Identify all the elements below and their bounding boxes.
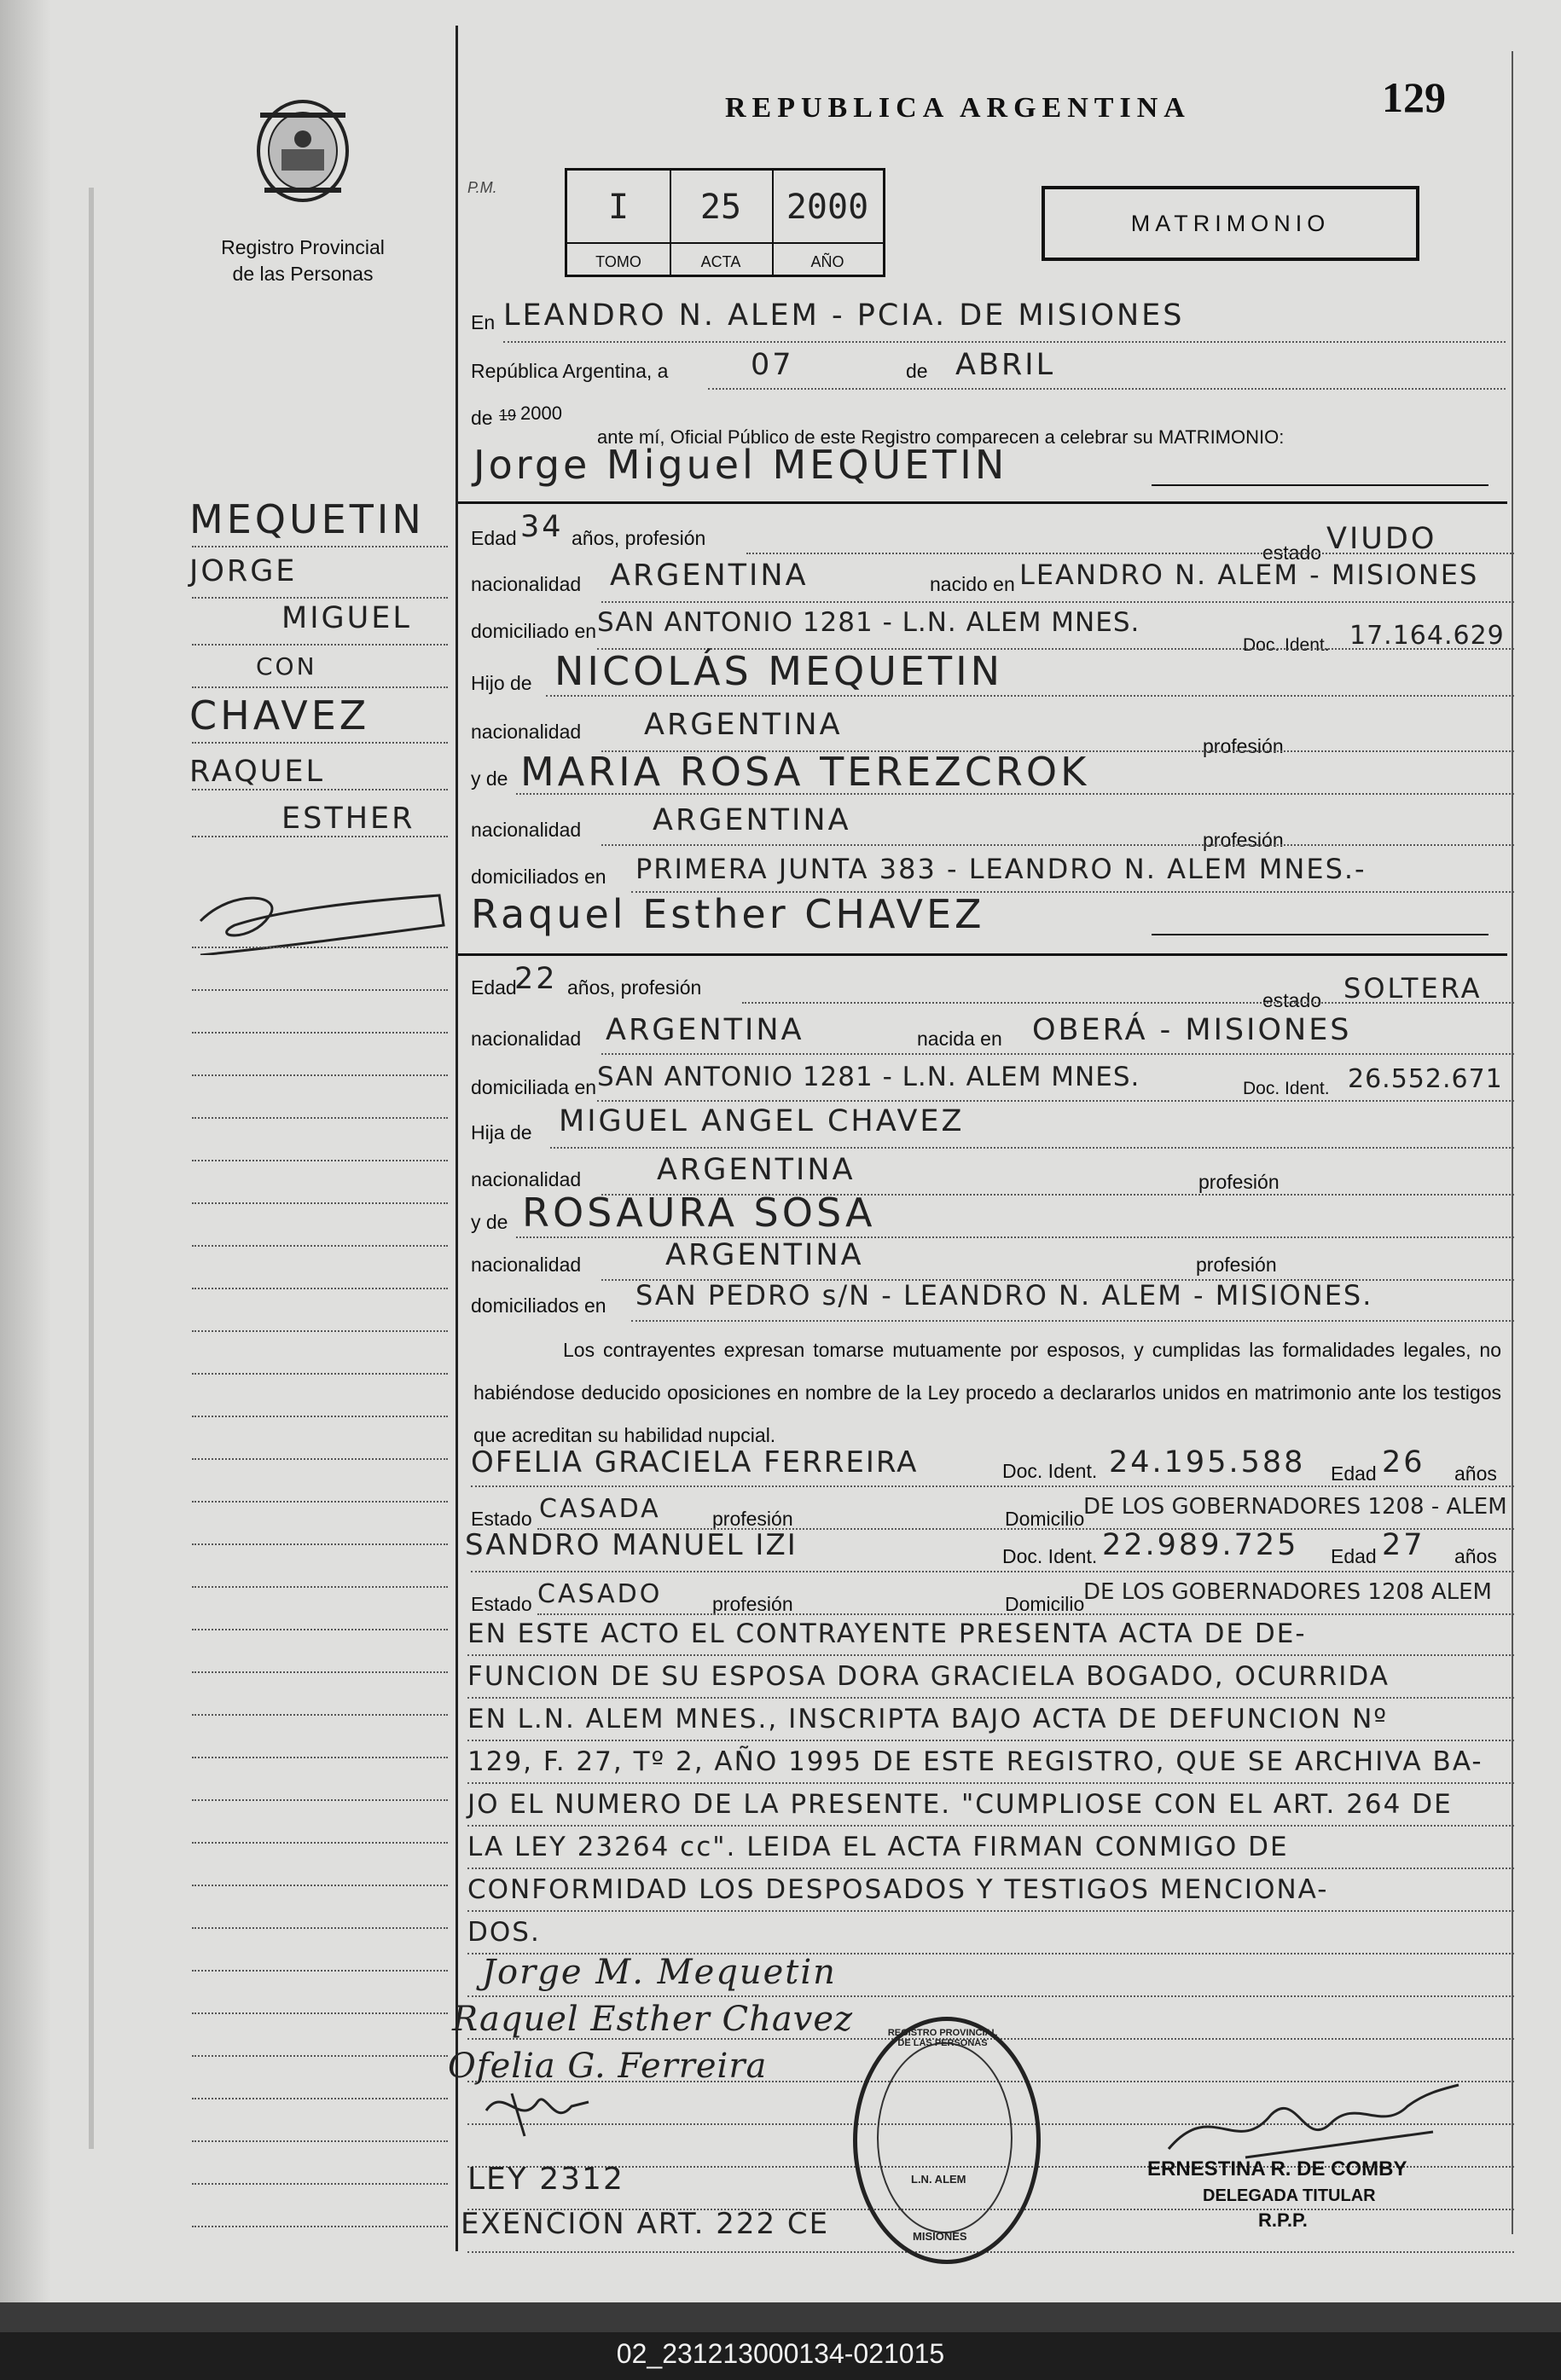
round-stamp-center: L.N. ALEM	[911, 2173, 966, 2186]
legal-line1: LEY 2312	[467, 2162, 624, 2197]
witness1-edad-label: Edad	[1331, 1462, 1377, 1485]
tomo-cell	[567, 171, 671, 275]
margin-flourish-icon	[183, 878, 456, 955]
margin-bride-surname: CHAVEZ	[189, 692, 370, 738]
note-line: 129, F. 27, Tº 2, AÑO 1995 DE ESTE REGISTRO, QUE SE ARCHIVA BA-	[467, 1746, 1483, 1777]
groom-nacionalidad: ARGENTINA	[610, 559, 809, 593]
legal-line2: EXENCION ART. 222 CE	[461, 2207, 830, 2241]
day-value: 07	[751, 348, 794, 382]
acta-label: ACTA	[700, 253, 741, 270]
groom-nacido: LEANDRO N. ALEM - MISIONES	[1019, 559, 1479, 591]
margin-groom-surname: MEQUETIN	[189, 496, 425, 542]
bride-profesion-label: años, profesión	[567, 976, 702, 999]
round-stamp-top: REGISTRO PROVINCIAL DE LAS PERSONAS	[887, 2028, 998, 2048]
registry-name	[213, 235, 392, 287]
official-stamp	[1147, 2157, 1407, 2232]
bride-hija-label: Hija de	[471, 1121, 532, 1144]
declaration-text	[473, 1329, 1501, 1456]
groom-age: 34	[520, 510, 564, 544]
groom-hijo-label: Hijo de	[471, 672, 532, 694]
right-border	[1512, 51, 1513, 2234]
groom-estado: VIUDO	[1326, 522, 1437, 556]
registry-name-line1: Registro Provincial	[221, 236, 385, 258]
note-line: FUNCION DE SU ESPOSA DORA GRACIELA BOGADO, OCURRIDA	[467, 1661, 1390, 1692]
place-value: LEANDRO N. ALEM - PCIA. DE MISIONES	[503, 298, 1185, 333]
official-name: ERNESTINA R. DE COMBY	[1147, 2157, 1407, 2180]
groom-father-nac: ARGENTINA	[644, 708, 843, 742]
margin-bride-first: RAQUEL	[189, 755, 326, 789]
witness2-domicilio-label: Domicilio	[1005, 1593, 1085, 1615]
bride-mother: ROSAURA SOSA	[522, 1190, 876, 1236]
witness2-domicilio: DE LOS GOBERNADORES 1208 ALEM	[1083, 1579, 1492, 1605]
groom-doc-label: Doc. Ident.	[1243, 635, 1330, 655]
witness2-estado-label: Estado	[471, 1593, 532, 1615]
witness1-name: OFELIA GRACIELA FERREIRA	[471, 1445, 919, 1480]
witness2-name: SANDRO MANUEL IZI	[465, 1528, 798, 1562]
bride-doc: 26.552.671	[1348, 1064, 1503, 1094]
bride-estado: SOLTERA	[1343, 972, 1483, 1005]
groom-mother-nac-label: nacionalidad	[471, 819, 582, 841]
witness2-estado: CASADO	[537, 1579, 663, 1609]
bride-nac-label: nacionalidad	[471, 1028, 582, 1050]
year-struck: 19	[499, 407, 517, 424]
witness2-edad-label: Edad	[1331, 1545, 1377, 1567]
note-line: EN ESTE ACTO EL CONTRAYENTE PRESENTA ACTA DE DE-	[467, 1619, 1307, 1649]
witness2-doc: 22.989.725	[1102, 1528, 1299, 1562]
bride-parents-dom-label: domiciliados en	[471, 1294, 606, 1317]
bride-nacionalidad: ARGENTINA	[606, 1013, 804, 1047]
statement-text: ante mí, Oficial Público de este Registro comparecen a celebrar su MATRIMONIO:	[597, 426, 1285, 448]
witness1-profesion-label: profesión	[712, 1508, 793, 1530]
bride-domicilio: SAN ANTONIO 1281 - L.N. ALEM MNES.	[597, 1062, 1140, 1092]
groom-mother-prof-label: profesión	[1203, 829, 1284, 851]
witness1-estado: CASADA	[539, 1494, 661, 1524]
groom-parents-domicilio: PRIMERA JUNTA 383 - LEANDRO N. ALEM MNES.-	[635, 853, 1367, 885]
registry-round-stamp-inner	[877, 2042, 1013, 2233]
witness1-estado-label: Estado	[471, 1508, 532, 1530]
groom-father: NICOLÁS MEQUETIN	[554, 648, 1004, 694]
margin-groom-second: MIGUEL	[281, 601, 412, 635]
groom-mother: MARIA ROSA TEREZCROK	[520, 749, 1090, 795]
anio-value: 2000	[786, 188, 869, 227]
official-org: R.P.P.	[1258, 2209, 1308, 2231]
groom-father-nac-label: nacionalidad	[471, 721, 582, 743]
groom-profesion-label: años, profesión	[572, 527, 706, 549]
witness2-anios-label: años	[1454, 1545, 1497, 1567]
bride-father: MIGUEL ANGEL CHAVEZ	[559, 1104, 965, 1138]
declaration-body: Los contrayentes expresan tomarse mutuamente por esposos, y cumplidas las formalidades legales, no habiéndose deducido oposiciones en nombre de la Ley procedo a declararlos unidos en matrimonio ante los testigos que acreditan su habilidad nupcial.	[473, 1339, 1501, 1446]
bride-doc-label: Doc. Ident.	[1243, 1079, 1330, 1098]
groom-mother-nac: ARGENTINA	[653, 803, 851, 837]
groom-parents-dom-label: domiciliados en	[471, 866, 606, 888]
note-line: CONFORMIDAD LOS DESPOSADOS Y TESTIGOS MENCIONA-	[467, 1874, 1329, 1905]
bride-father-nac-label: nacionalidad	[471, 1168, 582, 1190]
scan-bottom-band	[0, 2302, 1561, 2332]
tomo-value: I	[607, 188, 630, 227]
bride-father-nac: ARGENTINA	[657, 1153, 856, 1187]
registry-name-line2: de las Personas	[232, 263, 374, 285]
round-stamp-bottom: MISIONES	[913, 2230, 967, 2243]
groom-domicilio: SAN ANTONIO 1281 - L.N. ALEM MNES.	[597, 607, 1140, 638]
anio-cell	[772, 171, 883, 275]
month-value: ABRIL	[955, 348, 1056, 382]
year-value: 2000	[520, 402, 562, 424]
pre-mark: P.M.	[467, 179, 497, 196]
witness1-signature: Ofelia G. Ferreira	[448, 2047, 768, 2086]
note-line: LA LEY 23264 cc". LEIDA EL ACTA FIRMAN CONMIGO DE	[467, 1832, 1289, 1862]
groom-yde-label: y de	[471, 767, 508, 790]
bride-mother-nac-label: nacionalidad	[471, 1254, 582, 1276]
bride-nacida-label: nacida en	[917, 1028, 1002, 1050]
country-title: REPUBLICA ARGENTINA	[725, 92, 1191, 124]
anio-label: AÑO	[810, 253, 844, 270]
witness1-anios-label: años	[1454, 1462, 1497, 1485]
official-role: DELEGADA TITULAR	[1203, 2186, 1376, 2205]
acta-value: 25	[699, 188, 742, 227]
note-line: JO EL NUMERO DE LA PRESENTE. "CUMPLIOSE CON EL ART. 264 DE	[467, 1789, 1453, 1820]
bride-signature: Raquel Esther Chavez	[452, 2000, 854, 2039]
witness1-doc-label: Doc. Ident.	[1002, 1460, 1098, 1482]
witness2-profesion-label: profesión	[712, 1593, 793, 1615]
scan-file-id: 02_231213000134-021015	[616, 2338, 945, 2369]
groom-nac-label: nacionalidad	[471, 573, 582, 595]
acta-cell	[670, 171, 774, 275]
groom-doc: 17.164.629	[1349, 621, 1505, 651]
note-line: DOS.	[467, 1917, 541, 1948]
groom-edad-label: Edad	[471, 527, 517, 549]
witness2-doc-label: Doc. Ident.	[1002, 1545, 1098, 1567]
bride-yde-label: y de	[471, 1211, 508, 1233]
bride-mother-prof-label: profesión	[1196, 1254, 1277, 1276]
groom-nacido-label: nacido en	[930, 573, 1015, 595]
groom-father-prof-label: profesión	[1203, 735, 1284, 757]
bride-parents-domicilio: SAN PEDRO s/N - LEANDRO N. ALEM - MISIONES.	[635, 1279, 1373, 1312]
margin-bride-second: ESTHER	[281, 802, 415, 836]
page-shadow	[0, 0, 51, 2302]
act-type-box: MATRIMONIO	[1042, 186, 1419, 261]
groom-dom-label: domiciliado en	[471, 620, 597, 642]
bride-dom-label: domiciliada en	[471, 1076, 597, 1098]
witness2-signature-icon	[478, 2076, 597, 2145]
margin-divider	[456, 26, 458, 2251]
witness1-domicilio-label: Domicilio	[1005, 1508, 1085, 1530]
year-prefix: de	[471, 407, 493, 429]
witness1-doc: 24.195.588	[1109, 1445, 1306, 1480]
witness2-age: 27	[1382, 1528, 1425, 1562]
republica-label: República Argentina, a	[471, 360, 669, 382]
bride-estado-label: estado	[1262, 989, 1322, 1011]
binding-fold	[89, 188, 94, 2149]
en-label: En	[471, 311, 496, 333]
bride-name: Raquel Esther CHAVEZ	[471, 891, 985, 937]
folio-number: 129	[1382, 73, 1446, 121]
book-reference-box	[565, 168, 885, 277]
provincial-seal-icon	[243, 90, 363, 209]
bride-nacida: OBERÁ - MISIONES	[1032, 1013, 1352, 1047]
tomo-label: TOMO	[595, 253, 641, 270]
groom-signature: Jorge M. Mequetin	[482, 1953, 837, 1992]
groom-estado-label: estado	[1262, 541, 1322, 564]
witness1-age: 26	[1382, 1445, 1425, 1480]
margin-groom-first: JORGE	[189, 554, 298, 588]
note-line: EN L.N. ALEM MNES., INSCRIPTA BAJO ACTA DE DEFUNCION Nº	[467, 1704, 1388, 1734]
witness1-domicilio: DE LOS GOBERNADORES 1208 - ALEM	[1083, 1494, 1507, 1520]
bride-father-prof-label: profesión	[1198, 1171, 1280, 1193]
bride-edad-label: Edad	[471, 976, 517, 999]
margin-connector: CON	[256, 652, 317, 680]
groom-name: Jorge Miguel MEQUETIN	[473, 442, 1008, 488]
month-de-label: de	[906, 360, 928, 382]
bride-age: 22	[514, 962, 558, 996]
bride-mother-nac: ARGENTINA	[665, 1238, 864, 1272]
